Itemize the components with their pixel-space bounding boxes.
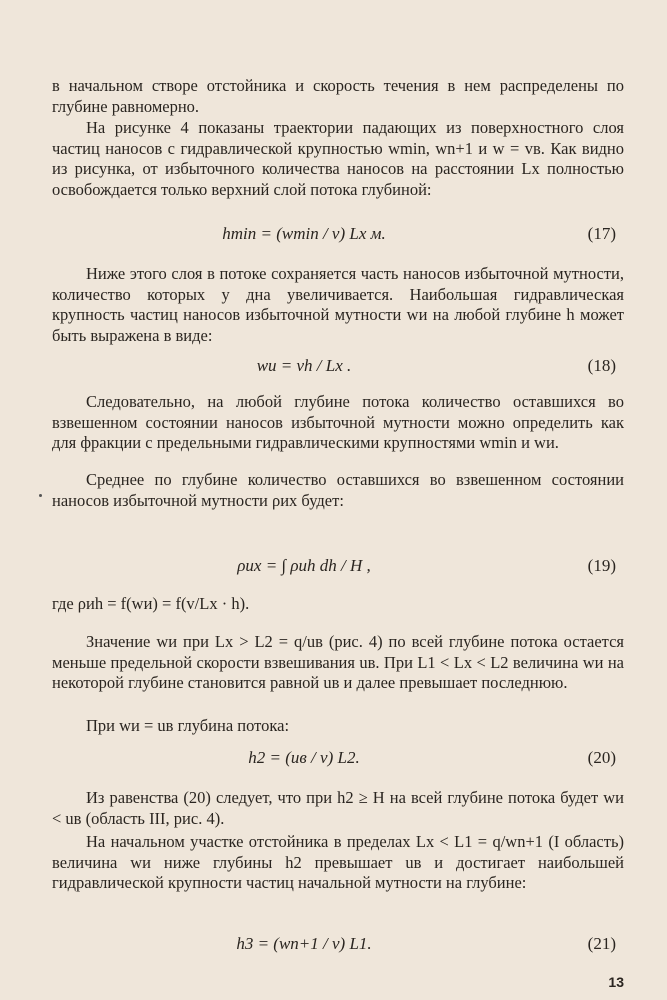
paragraph-6: где ρиh = f(wи) = f(v/Lx · h).: [52, 594, 250, 613]
equation-20-formula: h2 = (uв / v) L2.: [248, 748, 360, 767]
equation-20-number: (20): [587, 748, 616, 767]
equation-17-number: (17): [587, 224, 616, 243]
paragraph-8: При wи = uв глубина потока:: [86, 716, 290, 735]
equation-21: [52, 934, 616, 974]
paragraph-3: Ниже этого слоя в потоке сохраняется часть наносов избыточной мутности, количество которых у дна увеличивается. Наибольшая гидравлическая крупность частиц наносов избыточной мутности wи на любой глубине h может быть выражена в виде:: [52, 264, 624, 345]
equation-21-formula: h3 = (wn+1 / v) L1.: [236, 934, 372, 953]
equation-19-formula: ρиx = ∫ ρиh dh / H ,: [237, 556, 371, 575]
paragraph-4: Следовательно, на любой глубине потока количество оставшихся во взвешенном состоянии наносов избыточной мутности можно определить как для фракции с предельными гидравлическими крупностями wmin и wи.: [52, 392, 624, 453]
equation-21-number: (21): [587, 934, 616, 953]
paragraph-10: На начальном участке отстойника в пределах Lx < L1 = q/wn+1 (I область) величина wи ниже глубины h2 превышает uв и достигает наибольшей гидравлической крупности частиц начальной мутности на глубине:: [52, 832, 624, 893]
print-speck: [39, 494, 42, 497]
equation-18-number: (18): [587, 356, 616, 375]
paragraph-9: Из равенства (20) следует, что при h2 ≥ H на всей глубине потока будет wи < uв (область III, рис. 4).: [52, 788, 624, 828]
equation-17: [52, 224, 616, 264]
equation-19: [52, 556, 616, 596]
paragraph-7: Значение wи при Lx > L2 = q/uв (рис. 4) по всей глубине потока остается меньше предельной скорости взвешивания uв. При L1 < Lx < L2 величина wи на некоторой глубине становится равной uв и далее превышает последнюю.: [52, 632, 624, 693]
equation-17-formula: hmin = (wmin / v) Lx м.: [222, 224, 386, 243]
equation-18-formula: wи = vh / Lx .: [256, 356, 352, 375]
equation-20: [52, 748, 616, 788]
paragraph-5: Среднее по глубине количество оставшихся во взвешенном состоянии наносов избыточной мутности ρиx будет:: [52, 470, 624, 510]
equation-18: [52, 356, 616, 396]
paragraph-1: в начальном створе отстойника и скорость течения в нем распределены по глубине равномерно.: [52, 76, 624, 116]
page-number: 13: [608, 974, 624, 990]
equation-19-number: (19): [587, 556, 616, 575]
paragraph-2: На рисунке 4 показаны траектории падающих из поверхностного слоя частиц наносов с гидравлической крупностью wmin, wn+1 и w = vв. Как видно из рисунка, от избыточного количества наносов на расстоянии Lx полностью освобождается только верхний слой потока глубиной:: [52, 118, 624, 199]
